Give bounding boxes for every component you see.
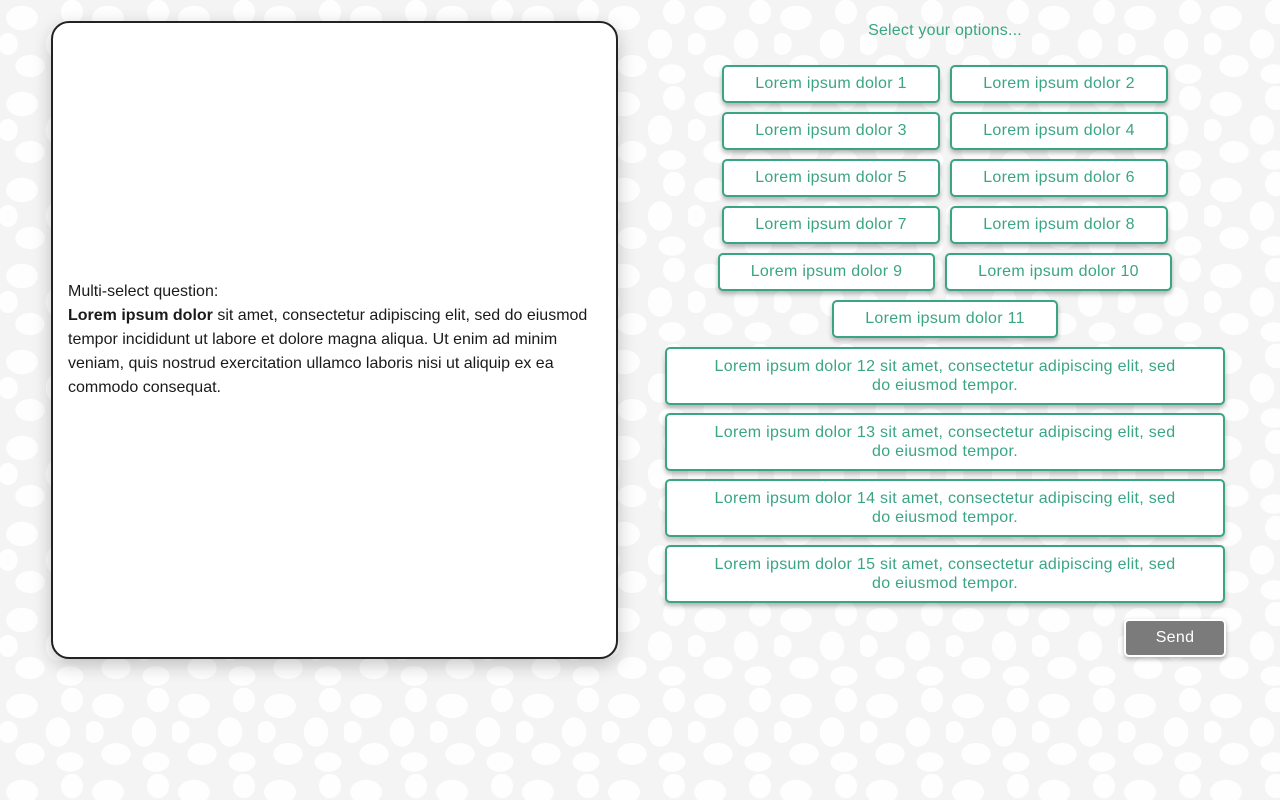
option-10[interactable]: Lorem ipsum dolor 10 <box>945 253 1172 291</box>
option-13[interactable]: Lorem ipsum dolor 13 sit amet, consectetur adipiscing elit, sed do eiusmod tempor. <box>665 413 1225 471</box>
option-4[interactable]: Lorem ipsum dolor 4 <box>950 112 1168 150</box>
option-8[interactable]: Lorem ipsum dolor 8 <box>950 206 1168 244</box>
option-15[interactable]: Lorem ipsum dolor 15 sit amet, consectetur adipiscing elit, sed do eiusmod tempor. <box>665 545 1225 603</box>
option-2[interactable]: Lorem ipsum dolor 2 <box>950 65 1168 103</box>
question-type-label: Multi-select question: <box>68 283 219 300</box>
question-lead: Lorem ipsum dolor <box>68 307 213 324</box>
question-text <box>53 280 616 400</box>
option-12[interactable]: Lorem ipsum dolor 12 sit amet, consectetur adipiscing elit, sed do eiusmod tempor. <box>665 347 1225 405</box>
option-7[interactable]: Lorem ipsum dolor 7 <box>722 206 940 244</box>
option-3[interactable]: Lorem ipsum dolor 3 <box>722 112 940 150</box>
option-11[interactable]: Lorem ipsum dolor 11 <box>832 300 1058 338</box>
option-1[interactable]: Lorem ipsum dolor 1 <box>722 65 940 103</box>
question-card <box>51 21 618 659</box>
options-prompt: Select your options... <box>868 22 1022 39</box>
option-9[interactable]: Lorem ipsum dolor 9 <box>718 253 935 291</box>
question-body: sit amet, consectetur adipiscing elit, sed do eiusmod tempor incididunt ut labore et dolore magna aliqua. Ut enim ad minim veniam, quis nostrud exercitation ullamco laboris nisi ut aliquip ex ea commodo consequat. <box>68 307 588 396</box>
send-button[interactable]: Send <box>1124 619 1226 657</box>
option-14[interactable]: Lorem ipsum dolor 14 sit amet, consectetur adipiscing elit, sed do eiusmod tempor. <box>665 479 1225 537</box>
option-6[interactable]: Lorem ipsum dolor 6 <box>950 159 1168 197</box>
option-5[interactable]: Lorem ipsum dolor 5 <box>722 159 940 197</box>
